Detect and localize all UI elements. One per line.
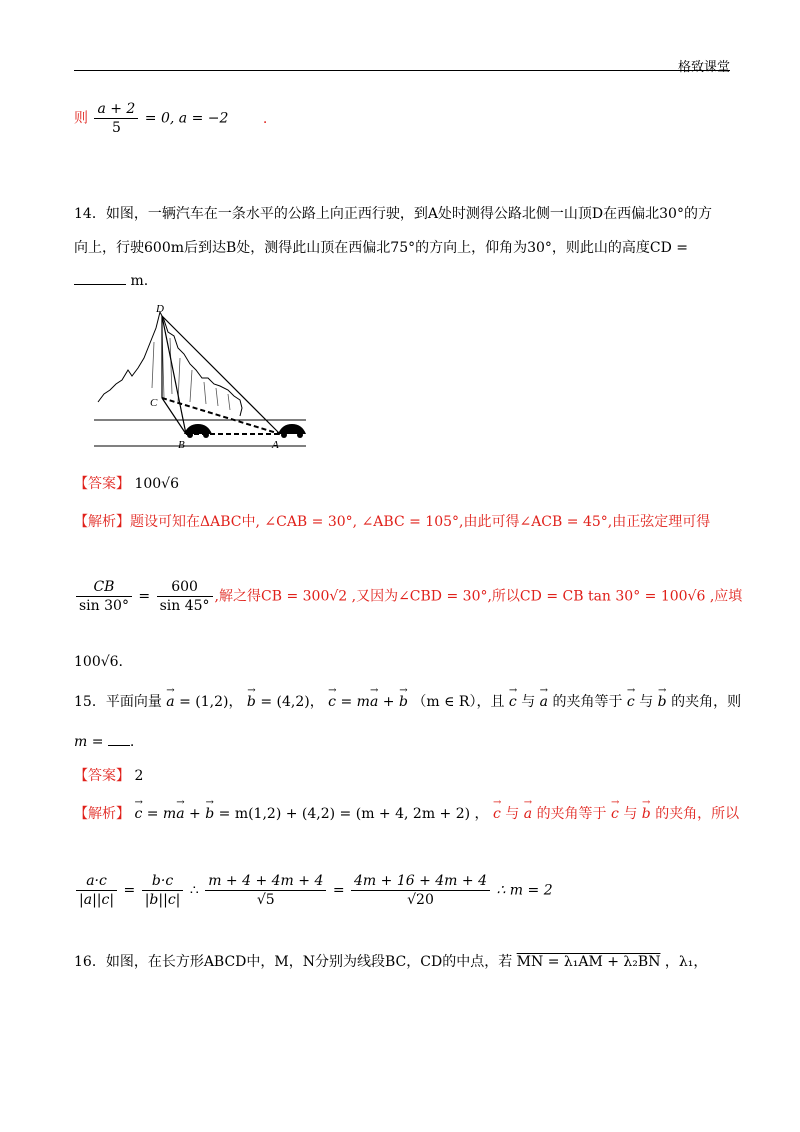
- answer-value: 2: [134, 768, 144, 784]
- answer-tag: 【答案】: [74, 476, 130, 492]
- explanation-tail: 与: [505, 806, 520, 822]
- q14-unit: m.: [130, 273, 149, 289]
- answer-blank: [74, 270, 126, 285]
- vector-b: → b: [247, 692, 256, 712]
- q14-explanation-1: [74, 512, 710, 532]
- vector-a-value: = (1,2): [179, 694, 229, 710]
- vector-c: → c: [627, 692, 635, 712]
- therefore-sign: ∴: [189, 882, 199, 899]
- label-A: A: [272, 439, 279, 451]
- vector-b-value: = (4,2): [260, 694, 310, 710]
- q15-mid: 的夹角等于: [552, 694, 623, 710]
- final-result: ∴ m = 2: [496, 882, 553, 899]
- vector-a: → a: [166, 692, 174, 712]
- frac-sqrt20: [351, 872, 490, 909]
- q15-line2: m = .: [74, 734, 135, 750]
- q15-mid: 的夹角，则: [671, 694, 742, 710]
- q14-line2: 向上，行驶600m后到达B处，测得此山顶在西偏北75°的方向上，仰角为30°，则此山的高度CD =: [74, 240, 689, 256]
- frac-num: 600: [157, 578, 213, 597]
- prev-dot: .: [262, 110, 268, 127]
- explanation-tag: 【解析】: [74, 806, 130, 822]
- header-brand: 格致课堂: [677, 60, 730, 75]
- mountain-figure: [92, 298, 314, 454]
- vector-c: → c: [134, 804, 142, 824]
- q15-mid: 与: [639, 694, 654, 710]
- vector-c: → c: [493, 804, 501, 824]
- q16-tail: ，λ₁，: [664, 954, 708, 970]
- prev-fraction: [94, 100, 138, 137]
- vector-a: → a: [540, 692, 548, 712]
- q15-explanation-1: 【解析】 → c = m→ a + → b = m(1,2) + (4,2) = (m + 4, 2m + 2) ， → c 与 → a 的夹角等于 → c 与 → b 的夹角，所以: [74, 804, 739, 824]
- q14-line1: 14．如图，一辆汽车在一条水平的公路上向正西行驶，到A处时测得公路北侧一山顶D在西偏北30°的方: [74, 206, 712, 222]
- q15-mid: 与: [521, 694, 536, 710]
- frac-num: CB: [76, 578, 132, 597]
- frac-den: √5: [256, 892, 275, 908]
- frac-num: 4m + 16 + 4m + 4: [351, 872, 490, 891]
- car-A-icon: [278, 424, 306, 438]
- header-rule: [74, 70, 730, 71]
- q15-explanation-2: $\frac{a\cdot c}{|a||c|}$ = $\frac{b\cdot c}{|b||c|}$ ∴ $\frac{m + 4 + 4m + 4}{√5}$ = $\frac{4m + 16 + 4m + 4}{√20}$ ∴ m = 2: [74, 872, 553, 909]
- q15-pre: 15．平面向量: [74, 694, 162, 710]
- vector-a: → a: [370, 692, 378, 712]
- vector-b: → b: [658, 692, 667, 712]
- vector-a: → a: [524, 804, 532, 824]
- q15-answer: [74, 766, 143, 786]
- q15-line1: 15．平面向量 → a = (1,2)， → b = (4,2)， → c = m→ a + → b （m ∈ R），且 → c 与 → a 的夹角等于 → c 与 → b 的夹角，则: [74, 692, 741, 712]
- frac-num: m + 4 + 4m + 4: [205, 872, 326, 891]
- answer-value: 100√6: [134, 476, 180, 492]
- prev-den: 5: [111, 120, 121, 136]
- vector-a: → a: [176, 804, 184, 824]
- frac-sqrt5: [205, 872, 326, 909]
- q14-line3: [74, 270, 148, 291]
- segment-DA: [162, 316, 280, 434]
- answer-blank: [108, 733, 130, 746]
- label-B: B: [178, 439, 185, 451]
- frac-den: |a||c|: [79, 892, 115, 908]
- q15-condition: （m ∈ R），且: [412, 694, 505, 710]
- frac-den: sin 30°: [79, 598, 129, 614]
- explanation-text: 题设可知在ΔABC中, ∠CAB = 30°, ∠ABC = 105°,由此可得∠ACB = 45°,由正弦定理可得: [130, 514, 711, 530]
- c-def-1: = m: [340, 694, 370, 710]
- vector-b: → b: [642, 804, 651, 824]
- answer-tag: 【答案】: [74, 768, 130, 784]
- frac-den: |b||c|: [144, 892, 181, 908]
- prev-rest: = 0, a = −2: [144, 110, 229, 127]
- q16-text: 16．如图，在长方形ABCD中，M，N分别为线段BC，CD的中点，若: [74, 954, 513, 970]
- vector-b: → b: [399, 692, 408, 712]
- q14-answer: [74, 474, 179, 494]
- explanation-tag: 【解析】: [74, 514, 130, 530]
- vector-c: → c: [509, 692, 517, 712]
- m-label: m =: [74, 734, 104, 750]
- frac-bc: [142, 872, 184, 909]
- frac-den: sin 45°: [159, 598, 210, 614]
- frac-cb-sin30: [76, 578, 132, 615]
- label-C: C: [150, 397, 158, 409]
- q14-explanation-3: 100√6.: [74, 654, 123, 670]
- explanation-tail: 的夹角，所以: [655, 806, 740, 822]
- label-D: D: [156, 303, 164, 315]
- vector-c: → c: [328, 692, 336, 712]
- vector-c: → c: [611, 804, 619, 824]
- frac-600-sin45: [157, 578, 213, 615]
- frac-ac: [76, 872, 117, 909]
- c-def-2: +: [382, 694, 395, 710]
- prev-num: a + 2: [94, 100, 138, 119]
- explanation-eq: = m(1,2) + (4,2) = (m + 4, 2m + 2) ，: [218, 806, 489, 822]
- q16-line1: [74, 952, 707, 972]
- explanation-rest: ,解之得CB = 300√2 ,又因为∠CBD = 30°,所以CD = CB tan 30° = 100√6 ,应填: [214, 588, 743, 605]
- frac-den: √20: [407, 892, 434, 908]
- q16-equation: MN = λ₁AM + λ₂BN: [516, 954, 661, 970]
- prev-solution: [74, 100, 267, 137]
- prev-lead: 则: [74, 110, 88, 127]
- q14-explanation-2: $\frac{CB}{\sin 30^\circ}$ = $\frac{600}{\sin 45^\circ}$ ,解之得CB = 300√2 ,又因为∠CBD = 30°,所以CD = CB tan 30° = 100√6 ,应填: [74, 578, 742, 615]
- vector-b: → b: [205, 804, 214, 824]
- car-B-icon: [184, 424, 212, 438]
- explanation-tail: 与: [623, 806, 638, 822]
- frac-num: b·c: [142, 872, 184, 891]
- frac-num: a·c: [76, 872, 117, 891]
- explanation-tail: 的夹角等于: [536, 806, 607, 822]
